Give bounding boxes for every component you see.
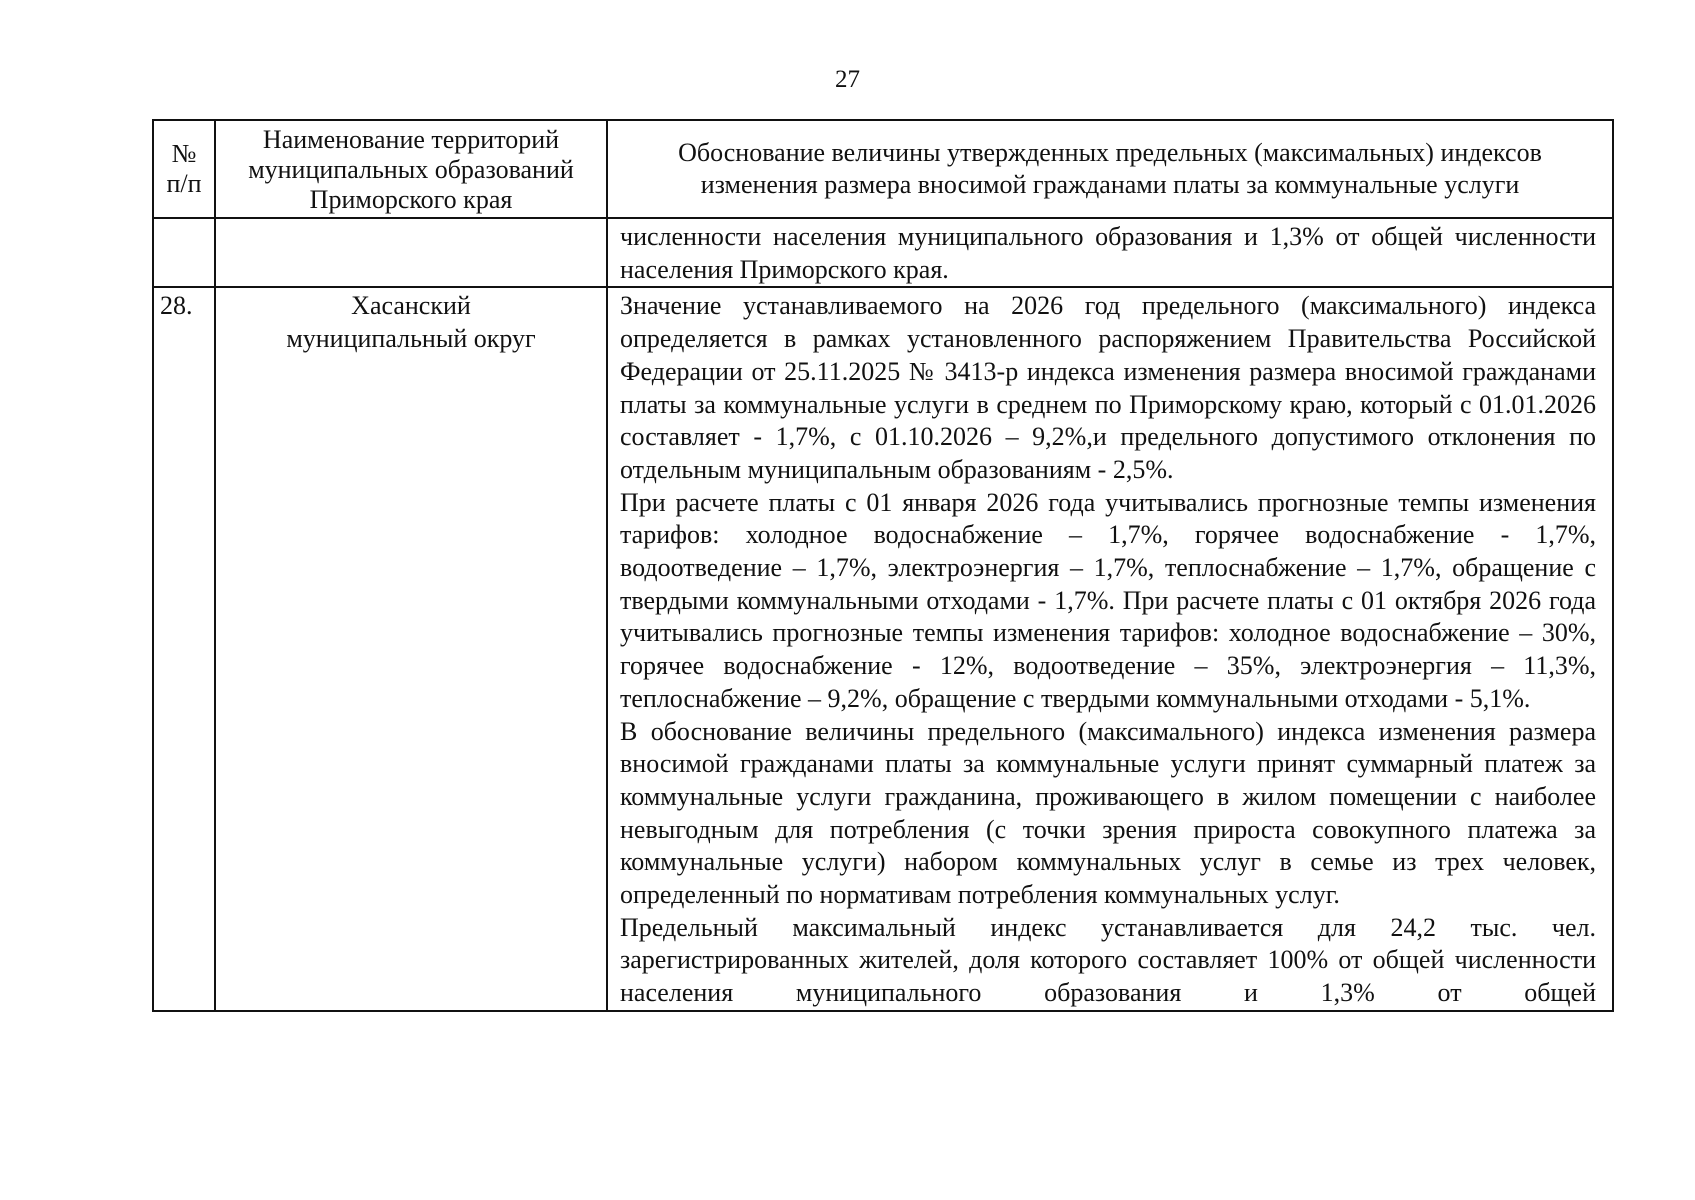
territory-name xyxy=(215,287,607,1010)
tariff-index-table xyxy=(152,119,1614,1012)
table-header-row xyxy=(153,120,1613,218)
page-number: 27 xyxy=(835,66,860,93)
continuation-basis xyxy=(607,218,1613,287)
continuation-text: численности населения муниципального образования и 1,3% от общей численности населения Приморского края. xyxy=(620,222,1596,284)
continuation-name xyxy=(215,218,607,287)
header-basis-line-1: Обоснование величины утвержденных предельных (максимальных) индексов xyxy=(678,138,1542,167)
header-number xyxy=(153,120,215,218)
basis-paragraph-1: Значение устанавливаемого на 2026 год предельного (максимального) индекса определяется в рамках установленного распоряжением Правительства Российской Федерации от 25.11.2025 № 3413-р индекса изменения размера вносимой гражданами платы за коммунальные услуги в среднем по Приморскому краю, который с 01.01.2026 составляет - 1,7%, с 01.10.2026 – 9,2%,и предельного допустимого отклонения по отдельным муниципальным образованиям - 2,5%. xyxy=(620,291,1596,484)
header-territory-line-3: Приморского края xyxy=(309,185,513,214)
table-row-28 xyxy=(153,287,1613,1010)
row-number: 28. xyxy=(153,287,215,1010)
basis-text xyxy=(607,287,1613,1010)
header-basis xyxy=(607,120,1613,218)
basis-paragraph-2: При расчете платы с 01 января 2026 года учитывались прогнозные темпы изменения тарифов: холодное водоснабжение – 1,7%, горячее водоснабжение - 1,7%, водоотведение – 1,7%, электроэнергия – 1,7%, теплоснабжение – 1,7%, обращение с твердыми коммунальными отходами - 1,7%. При расчете платы с 01 октября 2026 года учитывались прогнозные темпы изменения тарифов: холодное водоснабжение – 30%, горячее водоснабжение - 12%, водоотведение – 35%, электроэнергия – 11,3%, теплоснабжение – 9,2%, обращение с твердыми коммунальными отходами - 5,1%. xyxy=(620,487,1596,713)
table-row-continuation xyxy=(153,218,1613,287)
header-territory-name xyxy=(215,120,607,218)
header-territory-line-2: муниципальных образований xyxy=(248,155,574,184)
header-number-symbol: № xyxy=(171,139,197,168)
territory-name-line-1: Хасанский xyxy=(351,291,471,321)
continuation-number xyxy=(153,218,215,287)
header-territory-line-1: Наименование территорий xyxy=(262,125,560,154)
basis-paragraph-3: В обоснование величины предельного (максимального) индекса изменения размера вносимой гражданами платы за коммунальные услуги принят суммарный платеж за коммунальные услуги гражданина, проживающего в жилом помещении с наиболее невыгодным для потребления (с точки зрения прироста совокупного платежа за коммунальные услуги) набором коммунальных услуг в семье из трех человек, определенный по нормативам потребления коммунальных услуг. xyxy=(620,716,1596,910)
header-number-abbrev: п/п xyxy=(166,169,202,198)
header-basis-line-2: изменения размера вносимой гражданами платы за коммунальные услуги xyxy=(700,170,1520,199)
territory-name-line-2: муниципальный округ xyxy=(286,324,536,354)
basis-paragraph-4: Предельный максимальный индекс устанавливается для 24,2 тыс. чел. зарегистрированных жителей, доля которого составляет 100% от общей численности населения муниципального образования и 1,3% от общей xyxy=(620,912,1596,1008)
